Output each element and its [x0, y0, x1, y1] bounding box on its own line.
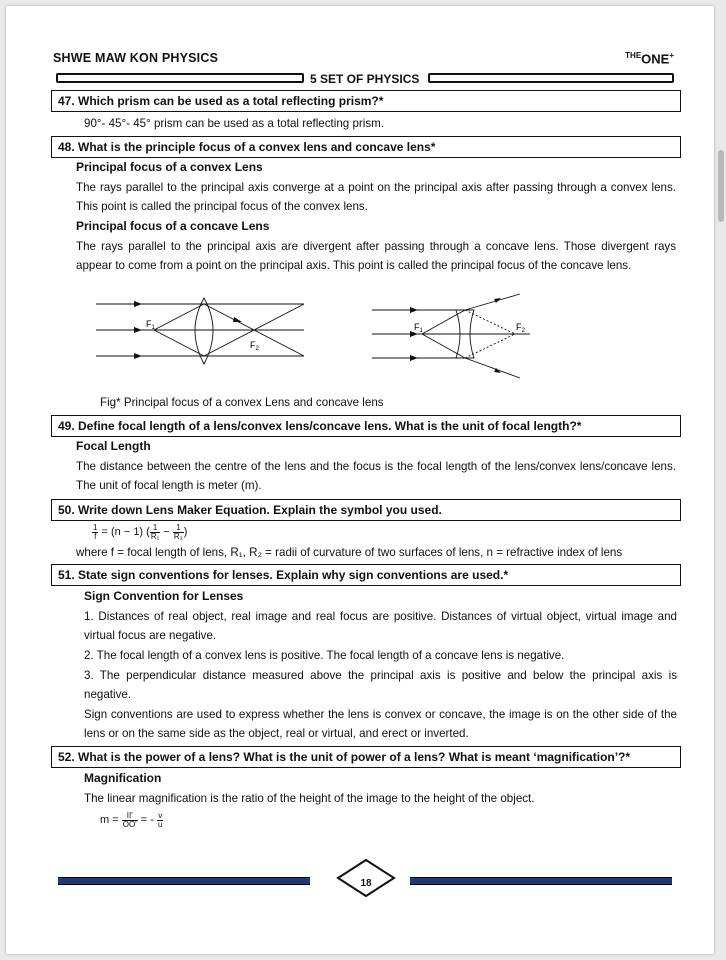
sign-convention-purpose: Sign conventions are used to express whether the lens is convex or concave, the image is on the other side of the lens or on the same side as the object, real or virtual, and erect or inverted. — [84, 708, 677, 740]
convex-focus-paragraph: The rays parallel to the principal axis converge at a point on the principal axis after passing through a convex lens. This point is called the principal focus of the convex lens. — [76, 181, 676, 213]
logo-plus: + — [669, 51, 674, 60]
question-51-box: 51. State sign conventions for lenses. Explain why sign conventions are used.* — [51, 564, 681, 586]
equation-r1-fraction: $\frac{1}{\text{R₁}}$ — [150, 522, 160, 541]
eq-v-u-fraction: $\frac{v}{u}$ — [157, 810, 163, 829]
eq-m: m = — [100, 814, 119, 826]
header-rule-right — [428, 73, 674, 83]
concave-lens-diagram — [370, 290, 545, 382]
sign-convention-point-2: 2. The focal length of a convex lens is positive. The focal length of a concave lens is negative. — [84, 649, 565, 662]
page-number: 18 — [360, 878, 372, 889]
header-title: SHWE MAW KON PHYSICS — [53, 51, 219, 65]
footer-bar-right — [410, 877, 672, 885]
equation-close: ) — [183, 526, 188, 538]
lens-maker-equation — [92, 522, 187, 542]
magnification-paragraph: The linear magnification is the ratio of the height of the image to the height of the object. — [84, 792, 535, 805]
sign-convention-point-3: 3. The perpendicular distance measured above the principal axis is positive and below the principal axis is negative. — [84, 669, 677, 701]
set-title: 5 SET OF PHYSICS — [310, 72, 420, 86]
convex-lens-diagram — [94, 290, 314, 370]
focal-length-paragraph: The distance between the centre of the lens and the focus is the focal length of the lens/convex lens/concave lens. The unit of focal length is meter (m). — [76, 460, 676, 492]
question-49-box: 49. Define focal length of a lens/convex lens/concave lens. What is the unit of focal length?* — [51, 415, 681, 437]
question-52-box: 52. What is the power of a lens? What is the unit of power of a lens? What is meant ‘magnification’?* — [51, 746, 681, 768]
equation-minus: − — [163, 526, 170, 538]
equation-middle: = (n − 1) ( — [101, 526, 150, 538]
logo-main: ONE — [641, 51, 670, 67]
focal-length-heading: Focal Length — [76, 439, 151, 453]
convex-f2-label: $F_2$ — [250, 340, 259, 352]
sign-convention-heading: Sign Convention for Lenses — [84, 589, 244, 603]
magnification-equation — [100, 810, 163, 830]
magnification-heading: Magnification — [84, 771, 162, 785]
header-rule-left — [56, 73, 304, 83]
concave-focus-paragraph: The rays parallel to the principal axis are divergent after passing through a concave lens. Those divergent rays appear to come from a point on the principal axis. This point is called the principal focus of the concave lens. — [76, 240, 676, 272]
concave-f1-label: $F_1$ — [414, 322, 423, 334]
eq-equals-minus: = - — [140, 814, 154, 826]
eq-image-object-fraction: $\frac{II'}{OO'}$ — [122, 810, 137, 829]
vertical-scrollbar[interactable] — [718, 150, 724, 222]
sign-convention-point-1: 1. Distances of real object, real image and real focus are positive. Distances of virtual object, virtual image and virtual focus are negative. — [84, 610, 677, 642]
question-50-box: 50. Write down Lens Maker Equation. Explain the symbol you used. — [51, 499, 681, 521]
equation-r2-fraction: $\frac{1}{\text{R₂}}$ — [173, 522, 183, 541]
figure-caption: Fig* Principal focus of a convex Lens and concave lens — [100, 396, 384, 409]
concave-focus-heading: Principal focus of a concave Lens — [76, 219, 270, 233]
brand-logo — [625, 51, 674, 66]
convex-f1-label: $F_1$ — [146, 319, 155, 331]
convex-focus-heading: Principal focus of a convex Lens — [76, 160, 263, 174]
footer-bar-left — [58, 877, 310, 885]
concave-f2-label: $F_2$ — [516, 322, 525, 334]
logo-sup: THE — [625, 51, 642, 60]
equation-lhs-fraction: $\frac{1}{f}$ — [93, 522, 98, 541]
answer-47: 90°- 45°- 45° prism can be used as a total reflecting prism. — [84, 117, 385, 130]
lens-maker-explanation: where f = focal length of lens, R₁, R₂ = radii of curvature of two surfaces of lens, n = refractive index of lens — [76, 546, 623, 559]
document-page — [6, 6, 714, 954]
question-48-box: 48. What is the principle focus of a convex lens and concave lens* — [51, 136, 681, 158]
question-47-box: 47. Which prism can be used as a total reflecting prism?* — [51, 90, 681, 112]
